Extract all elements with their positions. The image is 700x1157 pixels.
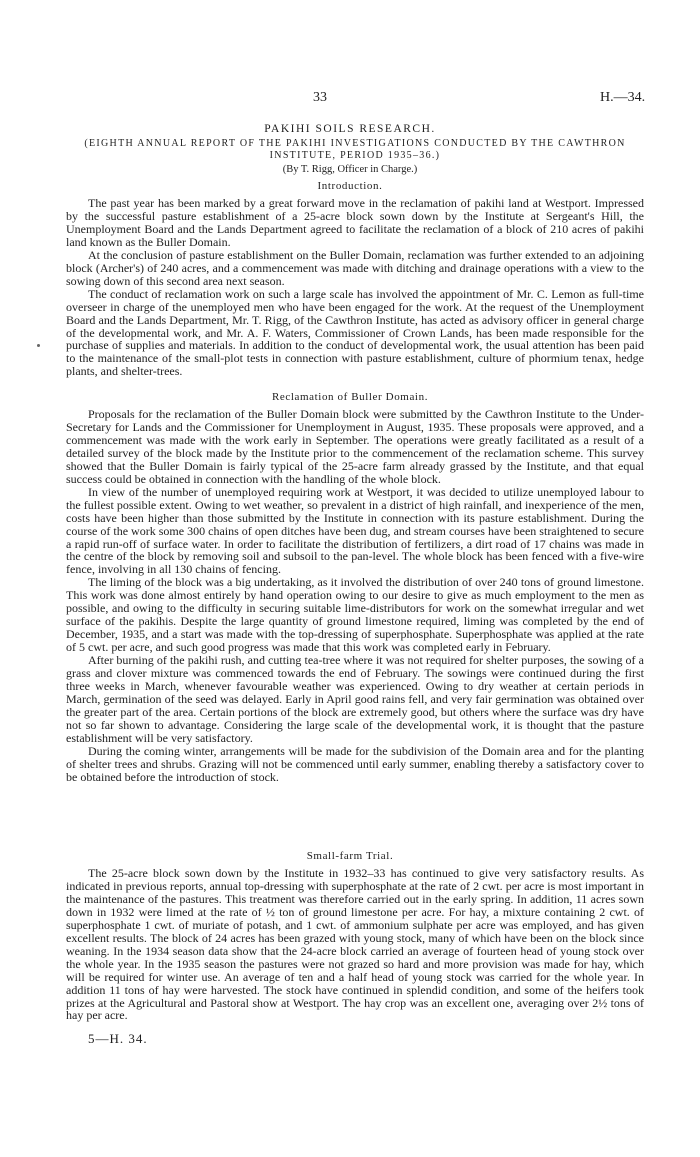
- document-reference: H.—34.: [600, 90, 646, 105]
- section-small-farm: [66, 867, 644, 1022]
- paragraph: The 25-acre block sown down by the Institute in 1932–33 has continued to give very satisfactory results. As indicated in previous reports, annual top-dressing with superphosphate at the rate of 2 cwt. per acre is most important in the maintenance of the pastures. This treatment was therefore carried out in the early spring. In addition, 11 acres sown down in 1932 were limed at the rate of ½ ton of ground limestone per acre. For hay, a mixture containing 2 cwt. of superphosphate 1 cwt. of muriate of potash, and 1 cwt. of ammonium sulphate per acre was employed, and has given excellent results. The block of 24 acres has been grazed with young stock, many of which have been on the block since weaning. In the 1934 season data show that the 24-acre block carried an average of fourteen head of young stock over the whole year. In the 1935 season the pastures were not grazed so hard and more provision was made for hay, which will be required for winter use. An average of ten and a half head of young stock was carried for the whole year. In addition 11 tons of hay were harvested. The stock have continued in splendid condition, and some of the heifers took prizes at the Agricultural and Pastoral show at Westport. The hay crop was an excellent one, averaging over 2½ tons of hay per acre.: [66, 866, 644, 1023]
- paragraph: During the coming winter, arrangements will be made for the subdivision of the Domain area and for the planting of shelter trees and shrubs. Grazing will not be commenced until early summer, enabling thereby a satisfactory cover to be obtained before the introduction of stock.: [66, 743, 644, 784]
- page-number: 33: [313, 90, 327, 105]
- section-heading-small-farm: Small-farm Trial.: [306, 850, 394, 862]
- section-heading-introduction: Introduction.: [317, 180, 383, 192]
- paragraph: The past year has been marked by a great forward move in the reclamation of pakihi land at Westport. Impressed by the successful pasture establishment of a 25-acre block sown down by the Institute at Sergeant's Hill, the Unemployment Board and the Lands Department agreed to facilitate the reclamation of a block of 210 acres of pakihi land known as the Buller Domain.: [66, 196, 644, 249]
- report-subtitle: (EIGHTH ANNUAL REPORT OF THE PAKIHI INVESTIGATIONS CONDUCTED BY THE CAWTHRON INSTITUTE, PERIOD 1935–36.): [84, 138, 626, 161]
- paragraph: Proposals for the reclamation of the Buller Domain block were submitted by the Cawthron Institute to the Under-Secretary for Lands and the Commissioner for Unemployment in August, 1935. These proposals were approved, and a commencement was made with the work early in September. The operations were greatly facilitated as a result of a detailed survey of the block made by the Institute prior to the commencement of the reclamation scheme. This survey showed that the Buller Domain is fairly typical of the 25-acre farm already grassed by the Institute, and that equal success could be obtained in connection with the handling of the whole block.: [66, 407, 644, 486]
- margin-mark: [37, 344, 40, 347]
- report-title: PAKIHI SOILS RESEARCH.: [264, 123, 436, 135]
- paragraph: The conduct of reclamation work on such a large scale has involved the appointment of Mr. C. Lemon as full-time overseer in charge of the unemployed men who have been engaged for the work. At the request of the Unemployment Board and the Lands Department, Mr. T. Rigg, of the Cawthron Institute, has acted as advisory officer in general charge of the developmental work, and Mr. A. F. Waters, Commissioner of Crown Lands, has been made responsible for the purchase of supplies and materials. In addition to the conduct of developmental work, the usual attention has been paid to the maintenance of the small-plot tests in connection with pasture establishment, culture of phormium tenax, hedge plants, and shelter-trees.: [66, 286, 644, 379]
- section-reclamation: [66, 408, 644, 784]
- report-byline: (By T. Rigg, Officer in Charge.): [282, 164, 418, 175]
- paragraph: After burning of the pakihi rush, and cutting tea-tree where it was not required for shelter purposes, the sowing of a grass and clover mixture was commenced towards the end of February. The sowings were continued during the first three weeks in March, whenever favourable weather was experienced. Owing to dry weather at certain periods in March, germination of the seed was delayed. Early in April good rains fell, and very fair germination was obtained over the greater part of the area. Certain portions of the block are extremely good, but others where the surface was dry have not so far shown to advantage. Considering the large scale of the developmental work, it is thought that the pasture establishment will be very satisfactory.: [66, 653, 644, 745]
- paragraph: The liming of the block was a big undertaking, as it involved the distribution of over 240 tons of ground limestone. This work was done almost entirely by hand operation owing to our desire to give as much employment to the men as possible, and owing to the difficulty in securing suitable lime-distributors for work on the somewhat irregular and wet surface of the pakihis. Despite the large quantity of ground limestone required, liming was completed by the end of December, 1935, and a start was made with the top-dressing of superphosphate. Superphosphate was applied at the rate of 5 cwt. per acre, and such good progress was made that this work was completed early in February.: [66, 575, 644, 655]
- section-introduction: [66, 197, 644, 378]
- section-heading-reclamation: Reclamation of Buller Domain.: [271, 391, 429, 403]
- paragraph: In view of the number of unemployed requiring work at Westport, it was decided to utilize unemployed labour to the fullest possible extent. Owing to wet weather, so prevalent in a district of high rainfall, and inexperience of the men, costs have been higher than those submitted by the Institute in connection with its pasture establishment. During the course of the work some 300 chains of open ditches have been dug, and stream courses have been straightened to secure a rapid run-off of surface water. In order to facilitate the distribution of fertilizers, a dirt road of 17 chains was made in the centre of the block by removing soil and subsoil to the pan-level. The whole block has been fenced with a five-wire fence, involving in all 130 chains of fencing.: [66, 484, 644, 577]
- paragraph: At the conclusion of pasture establishment on the Buller Domain, reclamation was further extended to an adjoining block (Archer's) of 240 acres, and a commencement was made with ditching and drainage operations with a view to the sowing down of this second area next season.: [66, 247, 644, 288]
- page-signature: 5—H. 34.: [88, 1031, 148, 1046]
